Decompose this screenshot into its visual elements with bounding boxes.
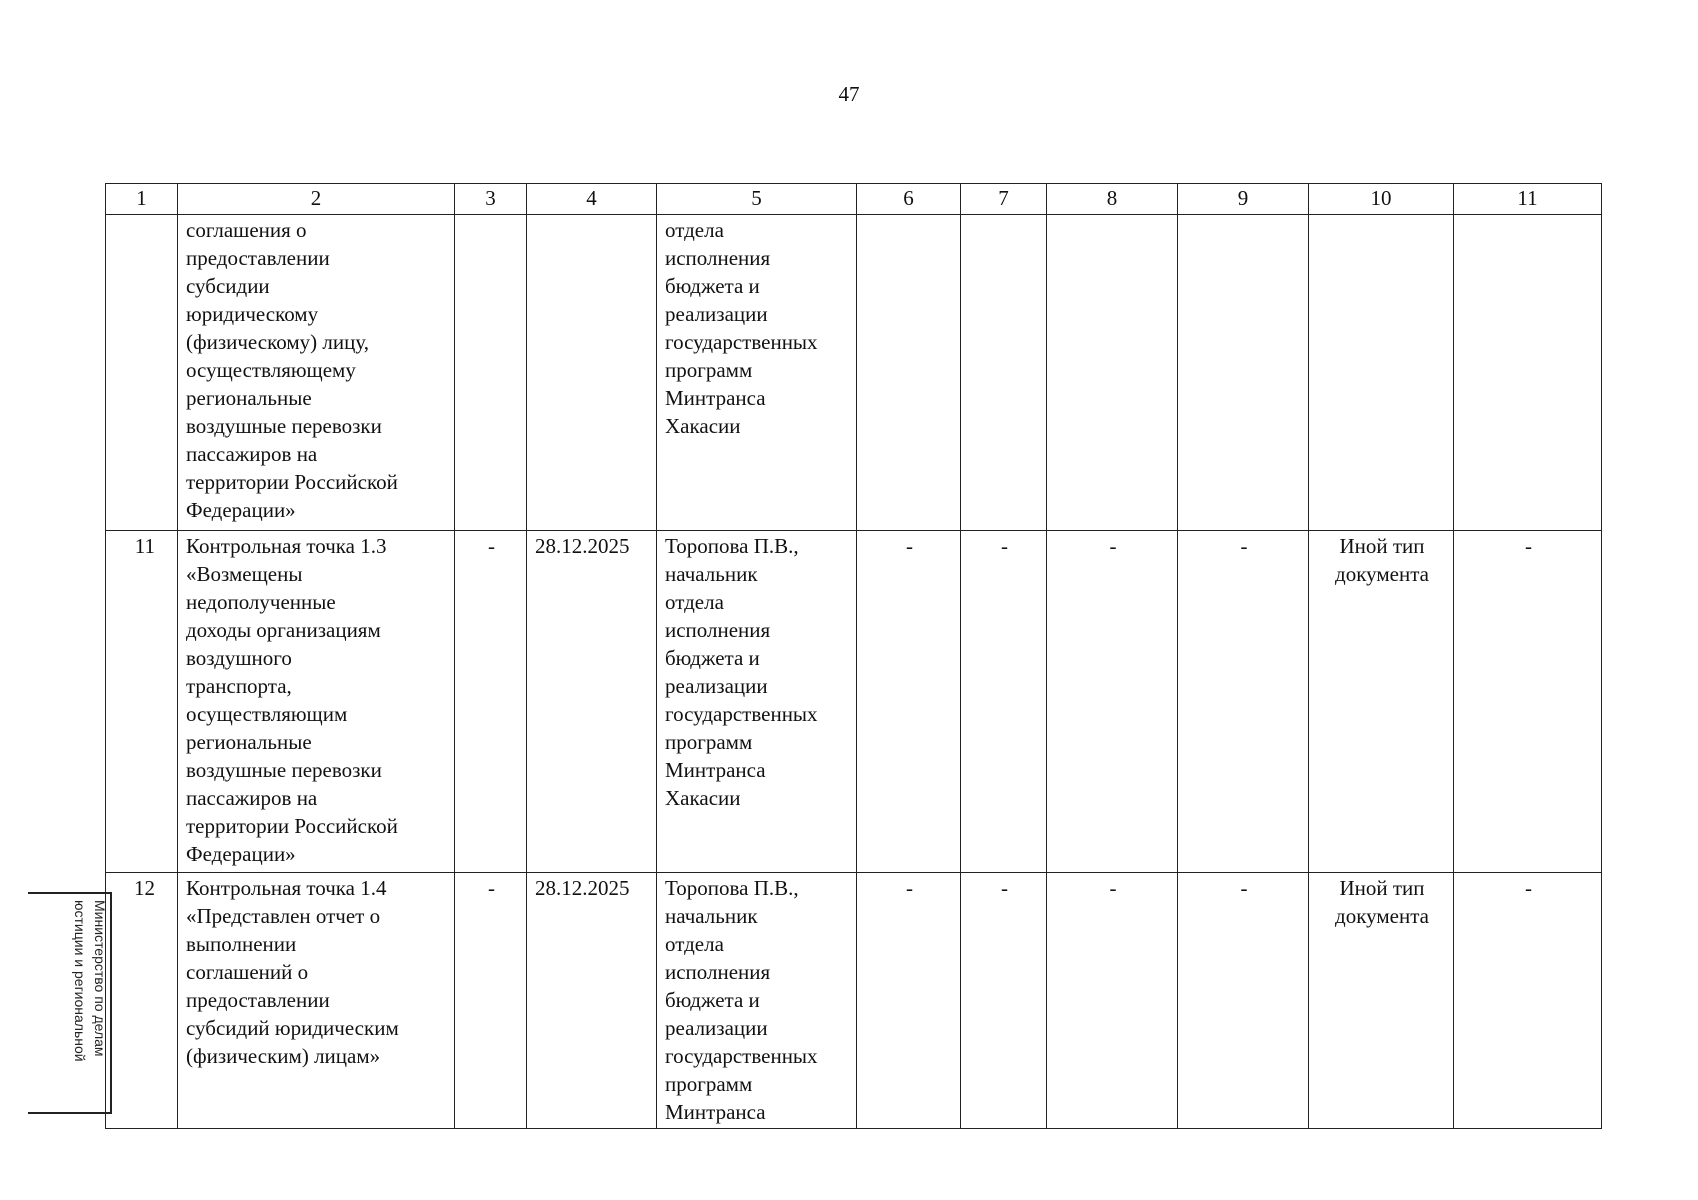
stamp-text bbox=[50, 900, 110, 1100]
table-cell: - bbox=[857, 531, 961, 873]
header-cell: 1 bbox=[106, 184, 178, 215]
table-cell: - bbox=[1454, 873, 1602, 1129]
responsible-cell: Торопова П.В., начальник отдела исполнения бюджета и реализации государственных программ Минтранса Хакасии bbox=[657, 531, 857, 873]
header-cell: 4 bbox=[527, 184, 657, 215]
table-cell: - bbox=[1047, 873, 1178, 1129]
header-cell: 2 bbox=[178, 184, 455, 215]
table-cell: - bbox=[961, 873, 1047, 1129]
responsible-cell: Торопова П.В., начальник отдела исполнения бюджета и реализации государственных программ Минтранса bbox=[657, 873, 857, 1129]
table-cell bbox=[1178, 215, 1309, 531]
date-cell bbox=[527, 215, 657, 531]
document-type-cell bbox=[1309, 215, 1454, 531]
table-row bbox=[106, 215, 1602, 531]
row-number-cell: 12 bbox=[106, 873, 178, 1129]
header-cell: 7 bbox=[961, 184, 1047, 215]
table-cell: - bbox=[1178, 873, 1309, 1129]
table-cell bbox=[1454, 215, 1602, 531]
header-cell: 11 bbox=[1454, 184, 1602, 215]
table-header-row bbox=[106, 184, 1602, 215]
date-cell: 28.12.2025 bbox=[527, 531, 657, 873]
table-row bbox=[106, 531, 1602, 873]
document-table bbox=[105, 183, 1602, 1129]
row-number-cell bbox=[106, 215, 178, 531]
date-cell: 28.12.2025 bbox=[527, 873, 657, 1129]
stamp-line: юстиции и региональной bbox=[72, 900, 88, 1062]
header-cell: 9 bbox=[1178, 184, 1309, 215]
table-cell: - bbox=[455, 531, 527, 873]
table-cell: - bbox=[857, 873, 961, 1129]
responsible-cell: отдела исполнения бюджета и реализации государственных программ Минтранса Хакасии bbox=[657, 215, 857, 531]
table-cell bbox=[857, 215, 961, 531]
table-cell bbox=[455, 215, 527, 531]
header-cell: 6 bbox=[857, 184, 961, 215]
table-cell: - bbox=[961, 531, 1047, 873]
stamp-line: Министерство по делам bbox=[92, 900, 108, 1057]
table-row bbox=[106, 873, 1602, 1129]
table-cell: - bbox=[1178, 531, 1309, 873]
control-point-cell: соглашения о предоставлении субсидии юридическому (физическому) лицу, осуществляющему региональные воздушные перевозки пассажиров на территории Российской Федерации» bbox=[178, 215, 455, 531]
document-type-cell: Иной тип документа bbox=[1309, 873, 1454, 1129]
table-cell: - bbox=[1454, 531, 1602, 873]
document-type-cell: Иной тип документа bbox=[1309, 531, 1454, 873]
table-cell bbox=[961, 215, 1047, 531]
table-cell: - bbox=[1047, 531, 1178, 873]
control-point-cell: Контрольная точка 1.3 «Возмещены недополученные доходы организациям воздушного транспорта, осуществляющим региональные воздушные перевозки пассажиров на территории Российской Федерации» bbox=[178, 531, 455, 873]
row-number-cell: 11 bbox=[106, 531, 178, 873]
table-cell bbox=[1047, 215, 1178, 531]
header-cell: 3 bbox=[455, 184, 527, 215]
header-cell: 8 bbox=[1047, 184, 1178, 215]
header-cell: 5 bbox=[657, 184, 857, 215]
header-cell: 10 bbox=[1309, 184, 1454, 215]
page-number: 47 bbox=[838, 82, 860, 106]
table-cell: - bbox=[455, 873, 527, 1129]
control-point-cell: Контрольная точка 1.4 «Представлен отчет о выполнении соглашений о предоставлении субсидий юридическим (физическим) лицам» bbox=[178, 873, 455, 1129]
